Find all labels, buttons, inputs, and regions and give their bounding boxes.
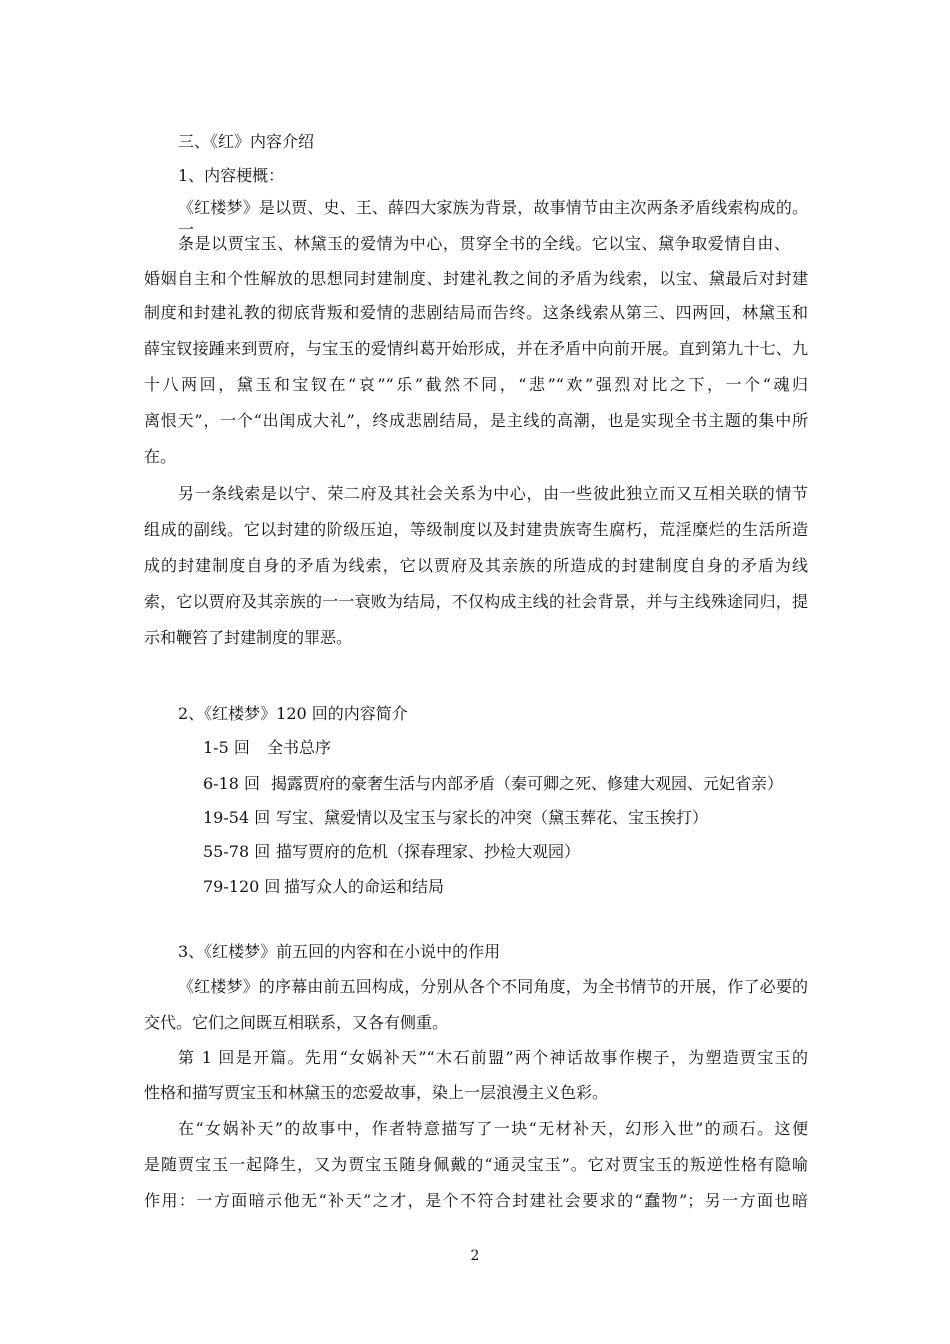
paragraph-line: 组成的副线。它以封建的阶级压迫，等级制度以及封建贵族寄生腐朽，荒淫糜烂的生活所造 — [144, 520, 808, 539]
paragraph-line: 《红楼梦》是以贾、史、王、薛四大家族为背景，故事情节由主次两条矛盾线索构成的。一 — [178, 198, 808, 239]
paragraph-line: 在。 — [144, 447, 177, 466]
paragraph-line: 性格和描写贾宝玉和林黛玉的恋爱故事，染上一层浪漫主义色彩。 — [144, 1083, 609, 1102]
part3-heading: 3、《红楼梦》前五回的内容和在小说中的作用 — [178, 942, 501, 961]
chapter-range: 6-18 回 — [203, 774, 261, 793]
section-heading: 三、《红》内容介绍 — [178, 132, 315, 151]
chapter-description: 揭露贾府的豪奢生活与内部矛盾（秦可卿之死、修建大观园、元妃省亲） — [271, 774, 784, 793]
paragraph-line: 制度和封建礼教的彻底背叛和爱情的悲剧结局而告终。这条线索从第三、四两回，林黛玉和 — [144, 303, 808, 322]
paragraph-line: 交代。它们之间既互相联系，又各有侧重。 — [144, 1013, 449, 1032]
chapter-range: 1-5 回 — [203, 738, 250, 757]
chapter-description: 写宝、黛爱情以及宝玉与家长的冲突（黛玉葬花、宝玉挨打） — [276, 808, 709, 827]
paragraph-line: 另一条线索是以宁、荣二府及其社会关系为中心，由一些彼此独立而又互相关联的情节 — [178, 484, 808, 503]
paragraph-line: 索，它以贾府及其亲族的一一衰败为结局，不仅构成主线的社会背景，并与主线殊途同归，提 — [144, 592, 808, 611]
paragraph-line: 作用：一方面暗示他无“补天”之才，是个不符合封建社会要求的“蠢物”；另一方面也暗 — [144, 1191, 808, 1210]
paragraph-line: 是随贾宝玉一起降生，又为贾宝玉随身佩戴的“通灵宝玉”。它对贾宝玉的叛逆性格有隐喻 — [144, 1155, 808, 1174]
part2-heading: 2、《红楼梦》120 回的内容简介 — [178, 704, 408, 723]
paragraph-line: 《红楼梦》的序幕由前五回构成，分别从各个不同角度，为全书情节的开展，作了必要的 — [178, 977, 808, 996]
chapter-range: 55-78 回 — [203, 842, 271, 861]
paragraph-line: 第 1 回是开篇。先用“女娲补天”“木石前盟”两个神话故事作楔子，为塑造贾宝玉的 — [178, 1048, 808, 1067]
paragraph-line: 示和鞭笞了封建制度的罪恶。 — [144, 628, 353, 647]
paragraph-line: 十八两回，黛玉和宝钗在“哀”“乐”截然不同，“悲”“欢”强烈对比之下，一个“魂归 — [144, 375, 808, 394]
chapter-range: 79-120 回 — [203, 877, 281, 896]
paragraph-line: 在“女娲补天”的故事中，作者特意描写了一块“无材补天，幻形入世”的顽石。这便 — [178, 1119, 808, 1138]
part1-heading: 1、内容梗概： — [178, 166, 285, 185]
chapter-description: 描写众人的命运和结局 — [284, 877, 445, 896]
paragraph-line: 婚姻自主和个性解放的思想同封建制度、封建礼教之间的矛盾为线索，以宝、黛最后对封建 — [144, 269, 808, 288]
paragraph-line: 条是以贾宝玉、林黛玉的爱情为中心，贯穿全书的全线。它以宝、黛争取爱情自由、 — [178, 234, 790, 253]
paragraph-line: 离恨天”，一个“出闺成大礼”，终成悲剧结局，是主线的高潮，也是实现全书主题的集中所 — [144, 411, 808, 430]
page-number: 2 — [470, 1248, 480, 1264]
chapter-description: 全书总序 — [267, 738, 332, 757]
chapter-description: 描写贾府的危机（探春理家、抄检大观园） — [276, 842, 581, 861]
paragraph-line: 薛宝钗接踵来到贾府，与宝玉的爱情纠葛开始形成，并在矛盾中向前开展。直到第九十七、九 — [144, 339, 808, 358]
chapter-range: 19-54 回 — [203, 808, 271, 827]
paragraph-line: 成的封建制度自身的矛盾为线索，它以贾府及其亲族的所造成的封建制度自身的矛盾为线 — [144, 556, 808, 575]
